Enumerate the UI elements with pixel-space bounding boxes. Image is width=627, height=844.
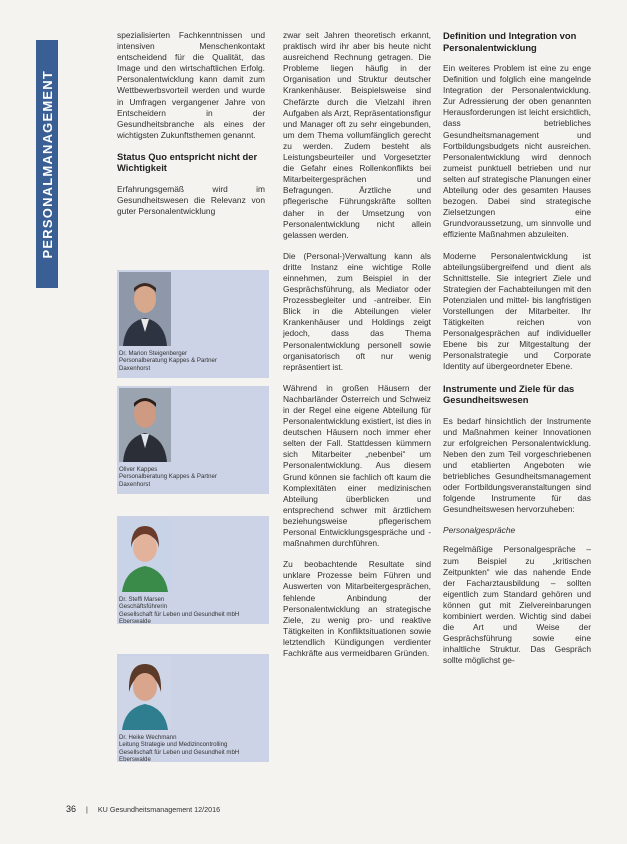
author-photo xyxy=(119,272,171,346)
caption-text: Dr. Marion Steigenberger Personalberatung Kappes & Partner Daxenhorst xyxy=(119,350,217,372)
column-2 xyxy=(283,30,431,669)
section-label-text: PERSONALMANAGEMENT xyxy=(39,69,55,259)
col3-paragraph: Regelmäßige Personalgespräche – zum Beispiel zu „kritischen Zeitpunkten“ wie das nahende Ende der Facharztausbildung – sollten eigentlich zum Standard gehören und können gut mit Zielvereinbarungen kombiniert werden. Wichtig sind dabei die Art und Weise der Gesprächsführung sowie eine inhaltliche Struktur. Das Gespräch sollte möglichst ge- xyxy=(443,544,591,666)
col3-heading-definition: Definition und Integration von Personalentwicklung xyxy=(443,30,577,53)
col1-paragraph: Erfahrungsgemäß wird im Gesundheitswesen die Relevanz von guter Personalentwicklung xyxy=(117,183,265,217)
col3-paragraph: Moderne Personalentwicklung ist abteilungsübergreifend und dient als Schnittstelle. Sie integriert Ziele und Strategien der Fachabteilungen mit den Potenzialen und mittel- bis langfristigen Vorstellungen der Mitarbeiter. Ihr Tätigkeiten reichen von Personalgesprächen auf individueller Ebene bis zur Mitgestaltung der Personalstrategie und Corporate Identity auf übergeordneter Ebene. xyxy=(443,250,591,372)
page-number: 36 xyxy=(66,804,77,814)
footer-divider: | xyxy=(86,804,88,814)
caption-text: Dr. Steffi Marsen Geschäftsführerin Gesellschaft für Leben und Gesundheit mbH Eberswalde xyxy=(119,596,240,626)
author-caption xyxy=(119,466,267,488)
col3-paragraph: Ein weiteres Problem ist eine zu enge Definition und folglich eine mangelnde Integration der Personalentwicklung. Zur Adressierung der oben genannten Herausforderungen ist leicht ersichtlich, dass betriebliches Gesundheitsmanagement und Fortbildungsbudgets nicht ausreichen. Personalentwicklung wird dennoch zumeist punktuell betrieben und nur selten auf strategische Planungen einer Abteilung oder des gesamten Hauses bezogen. Dabei sind strategische Zielsetzungen eine Grundvoraussetzung, um sinnvolle und effiziente Maßnahmen abzuleiten. xyxy=(443,63,591,240)
author-caption xyxy=(119,734,267,764)
col1-heading: Status Quo entspricht nicht der Wichtigkeit xyxy=(117,150,258,174)
author-photo-block xyxy=(117,516,269,624)
author-photo-block xyxy=(117,270,269,378)
section-label xyxy=(36,40,58,288)
publication-name: KU Gesundheitsmanagement 12/2016 xyxy=(97,804,221,814)
column-1 xyxy=(117,30,265,227)
column-3 xyxy=(443,30,591,677)
author-photo xyxy=(119,388,171,462)
caption-text: Dr. Heike Wechmann Leitung Strategie und Medizincontrolling Gesellschaft für Leben und Gesundheit mbH Eberswalde xyxy=(119,734,240,764)
col3-heading-instruments: Instrumente und Ziele für das Gesundheitswesen xyxy=(443,382,575,406)
author-caption xyxy=(119,350,267,372)
col2-paragraph: Die (Personal-)Verwaltung kann als dritte Instanz eine wichtige Rolle einnehmen, zum Beispiel in der Gesprächsführung, als Mediator oder Prozessbegleiter und -antreiber. Ein Blick in die Abteilungen vieler Krankenhäuser und Holdings zeigt jedoch, dass das Thema Personalentwicklung personell sowie organisatorisch oft nur wenig repräsentiert ist. xyxy=(283,250,431,372)
col3-subheading: Personalgespräche xyxy=(443,525,516,536)
col2-paragraph: zwar seit Jahren theoretisch erkannt, praktisch wird ihr aber bis heute nicht ausreichend Rechnung getragen. Die Probleme liegen häufig in der Organisation und Struktur deutscher Krankenhäuser. Beispielsweise sind Chefärzte durch die Vielzahl ihren Aufgaben als Arzt, Repräsentationsfigur und Manager oft zu sehr eingebunden, um dem Thema vollumfänglich gerecht zu werden. Zudem besteht als Leistungsbeurteiler und Vorgesetzter die Gefahr eines Rollenkonflikts bei Mitarbeitergesprächen und Befragungen. Ärztliche und pflegerische Führungskräfte sollten daher in der Umsetzung von Personalentwicklung nicht allein gelassen werden. xyxy=(283,30,431,240)
author-photo xyxy=(119,656,171,730)
col2-paragraph: Zu beobachtende Resultate sind unklare Prozesse beim Führen und Auswerten von Mitarbeitergesprächen, fehlende Anbindung der Personalentwicklung an strategische Ziele, zu wenig pro- und reaktive Tätigkeiten in Konfliktsituationen sowie letztendlich Kündigungen verdienter Fachkräfte aus vermeidbaren Gründen. xyxy=(283,559,431,658)
page-footer xyxy=(66,804,220,814)
col3-paragraph: Es bedarf hinsichtlich der Instrumente und Maßnahmen keiner Innovationen zur erfolgreichen Personalentwicklung. Neben den zum Teil vorgeschriebenen und etablierten Angeboten wie betriebliches Gesundheitsmanagement oder Fortbildungsveranstaltungen sind folgende Instrumente für das Gesundheitswesen hervorzuheben: xyxy=(443,415,591,515)
col2-paragraph: Während in großen Häusern der Nachbarländer Österreich und Schweiz in der Regel eine eigene Abteilung für Personalentwicklung existiert, ist dies in deutschen Häusern noch immer eher selten der Fall. Stattdessen kümmern sich Mitarbeiter „nebenbei“ um Personalentwicklung. Aus diesem Grund können sie fachlich oft kaum die Komplexitäten einer medizinischen Abteilung überblicken und entsprechend schwer mit ärztlichem beziehungsweise pflegerischem Personal Entwicklungsgespräche und -maßnahmen durchführen. xyxy=(283,382,431,549)
author-caption xyxy=(119,596,267,626)
caption-text: Oliver Kappes Personalberatung Kappes & Partner Daxenhorst xyxy=(119,466,217,488)
author-photo xyxy=(119,518,171,592)
col1-intro: spezialisierten Fachkenntnissen und intensiven Menschenkontakt entscheidend für die Qualität, das Image und den wirtschaftlichen Erfolg. Personalentwicklung kann damit zum Wettbewerbsvorteil werden und wurde in Umfragen vergangener Jahre von Entscheidern in der Gesundheitsbranche als eines der wichtigsten Zukunftsthemen genannt. xyxy=(117,30,265,140)
author-photo-block xyxy=(117,386,269,494)
author-photo-block xyxy=(117,654,269,762)
